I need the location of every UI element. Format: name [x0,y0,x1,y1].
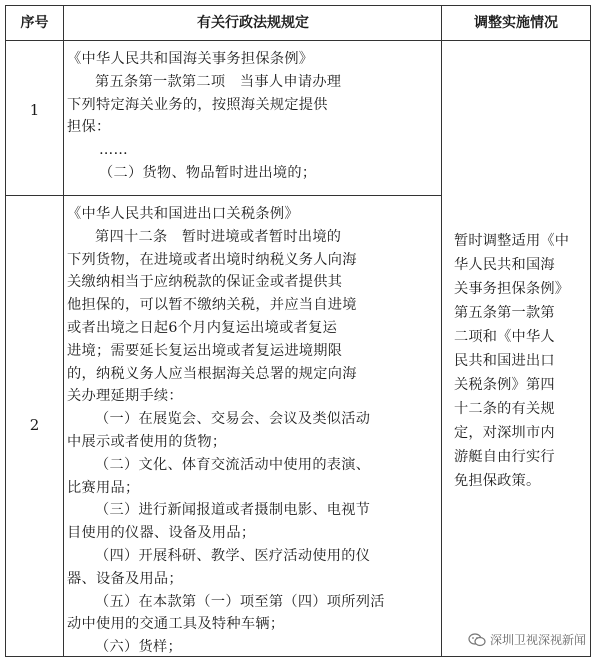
text-line: 二项和《中华人 [454,329,555,345]
text-line: 第五条第一款第二项 当事人申请办理 [95,73,342,90]
regulation-text [67,203,439,659]
text-line: 比赛用品； [67,479,140,496]
table-header [6,6,590,41]
regulation-table [5,5,591,657]
text-line: 动中使用的交通工具及特种车辆； [67,616,285,633]
text-line: 担保： [67,119,111,136]
text-line: 关缴纳相当于应纳税款的保证金或者提供其 [67,274,343,291]
text-line: 定，对深圳市内 [454,425,555,441]
text-line: （三）进行新闻报道或者摄制电影、电视节 [95,502,371,519]
text-line: 免担保政策。 [454,473,541,489]
header-regulation: 有关行政法规规定 [197,15,309,31]
text-line: 下列货物，在进境或者出境时纳税义务人向海 [67,251,357,268]
text-line: 第四十二条 暂时进境或者暂时出境的 [95,228,342,245]
wechat-icon [468,633,486,647]
text-line: 《中华人民共和国海关事务担保条例》 [67,51,314,67]
row-number: 1 [29,101,40,119]
text-line: （一）在展览会、交易会、会议及类似活动 [95,411,371,428]
text-line: 关办理延期手续： [67,388,183,405]
text-line: …… [99,142,128,159]
text-line: （二）文化、体育交流活动中使用的表演、 [95,456,371,473]
row-number: 2 [29,416,40,434]
text-line: 下列特定海关业务的，按照海关规定提供 [67,96,328,113]
column-divider [63,6,64,656]
adjustment-text [454,229,589,493]
header-adjustment: 调整实施情况 [474,15,558,31]
text-line: 民共和国进出口 [454,353,555,369]
header-number: 序号 [20,15,49,31]
text-line: 的，纳税义务人应当根据海关总署的规定向海 [67,365,357,382]
text-line: 进境；需要延长复运出境或者复运进境期限 [67,342,343,359]
text-line: 目使用的仪器、设备及用品； [67,525,256,542]
text-line: （四）开展科研、教学、医疗活动使用的仪 [95,547,371,564]
text-line: 关事务担保条例》 [454,281,570,297]
watermark-text: 深圳卫视深视新闻 [489,633,586,647]
text-line: 关税条例》第四 [454,377,555,393]
watermark [468,631,586,648]
text-line: （五）在本款第（一）项至第（四）项所列活 [95,593,385,610]
text-line: 《中华人民共和国进出口关税条例》 [67,206,299,222]
text-line: 游艇自由行实行 [454,449,555,465]
text-line: （二）货物、物品暂时进出境的； [99,164,317,181]
column-divider [441,6,442,656]
text-line: 中展示或者使用的货物； [67,433,227,450]
regulation-text [67,48,439,185]
text-line: 华人民共和国海 [454,257,555,273]
row-divider [6,195,441,196]
text-line: 他担保的，可以暂不缴纳关税，并应当自进境 [67,297,357,314]
text-line: 第五条第一款第 [454,305,555,321]
text-line: 十二条的有关规 [454,401,555,417]
text-line: 暂时调整适用《中 [454,233,570,249]
text-line: 或者出境之日起6个月内复运出境或者复运 [67,319,338,336]
text-line: （六）货样； [95,639,182,656]
text-line: 器、设备及用品； [67,570,183,587]
